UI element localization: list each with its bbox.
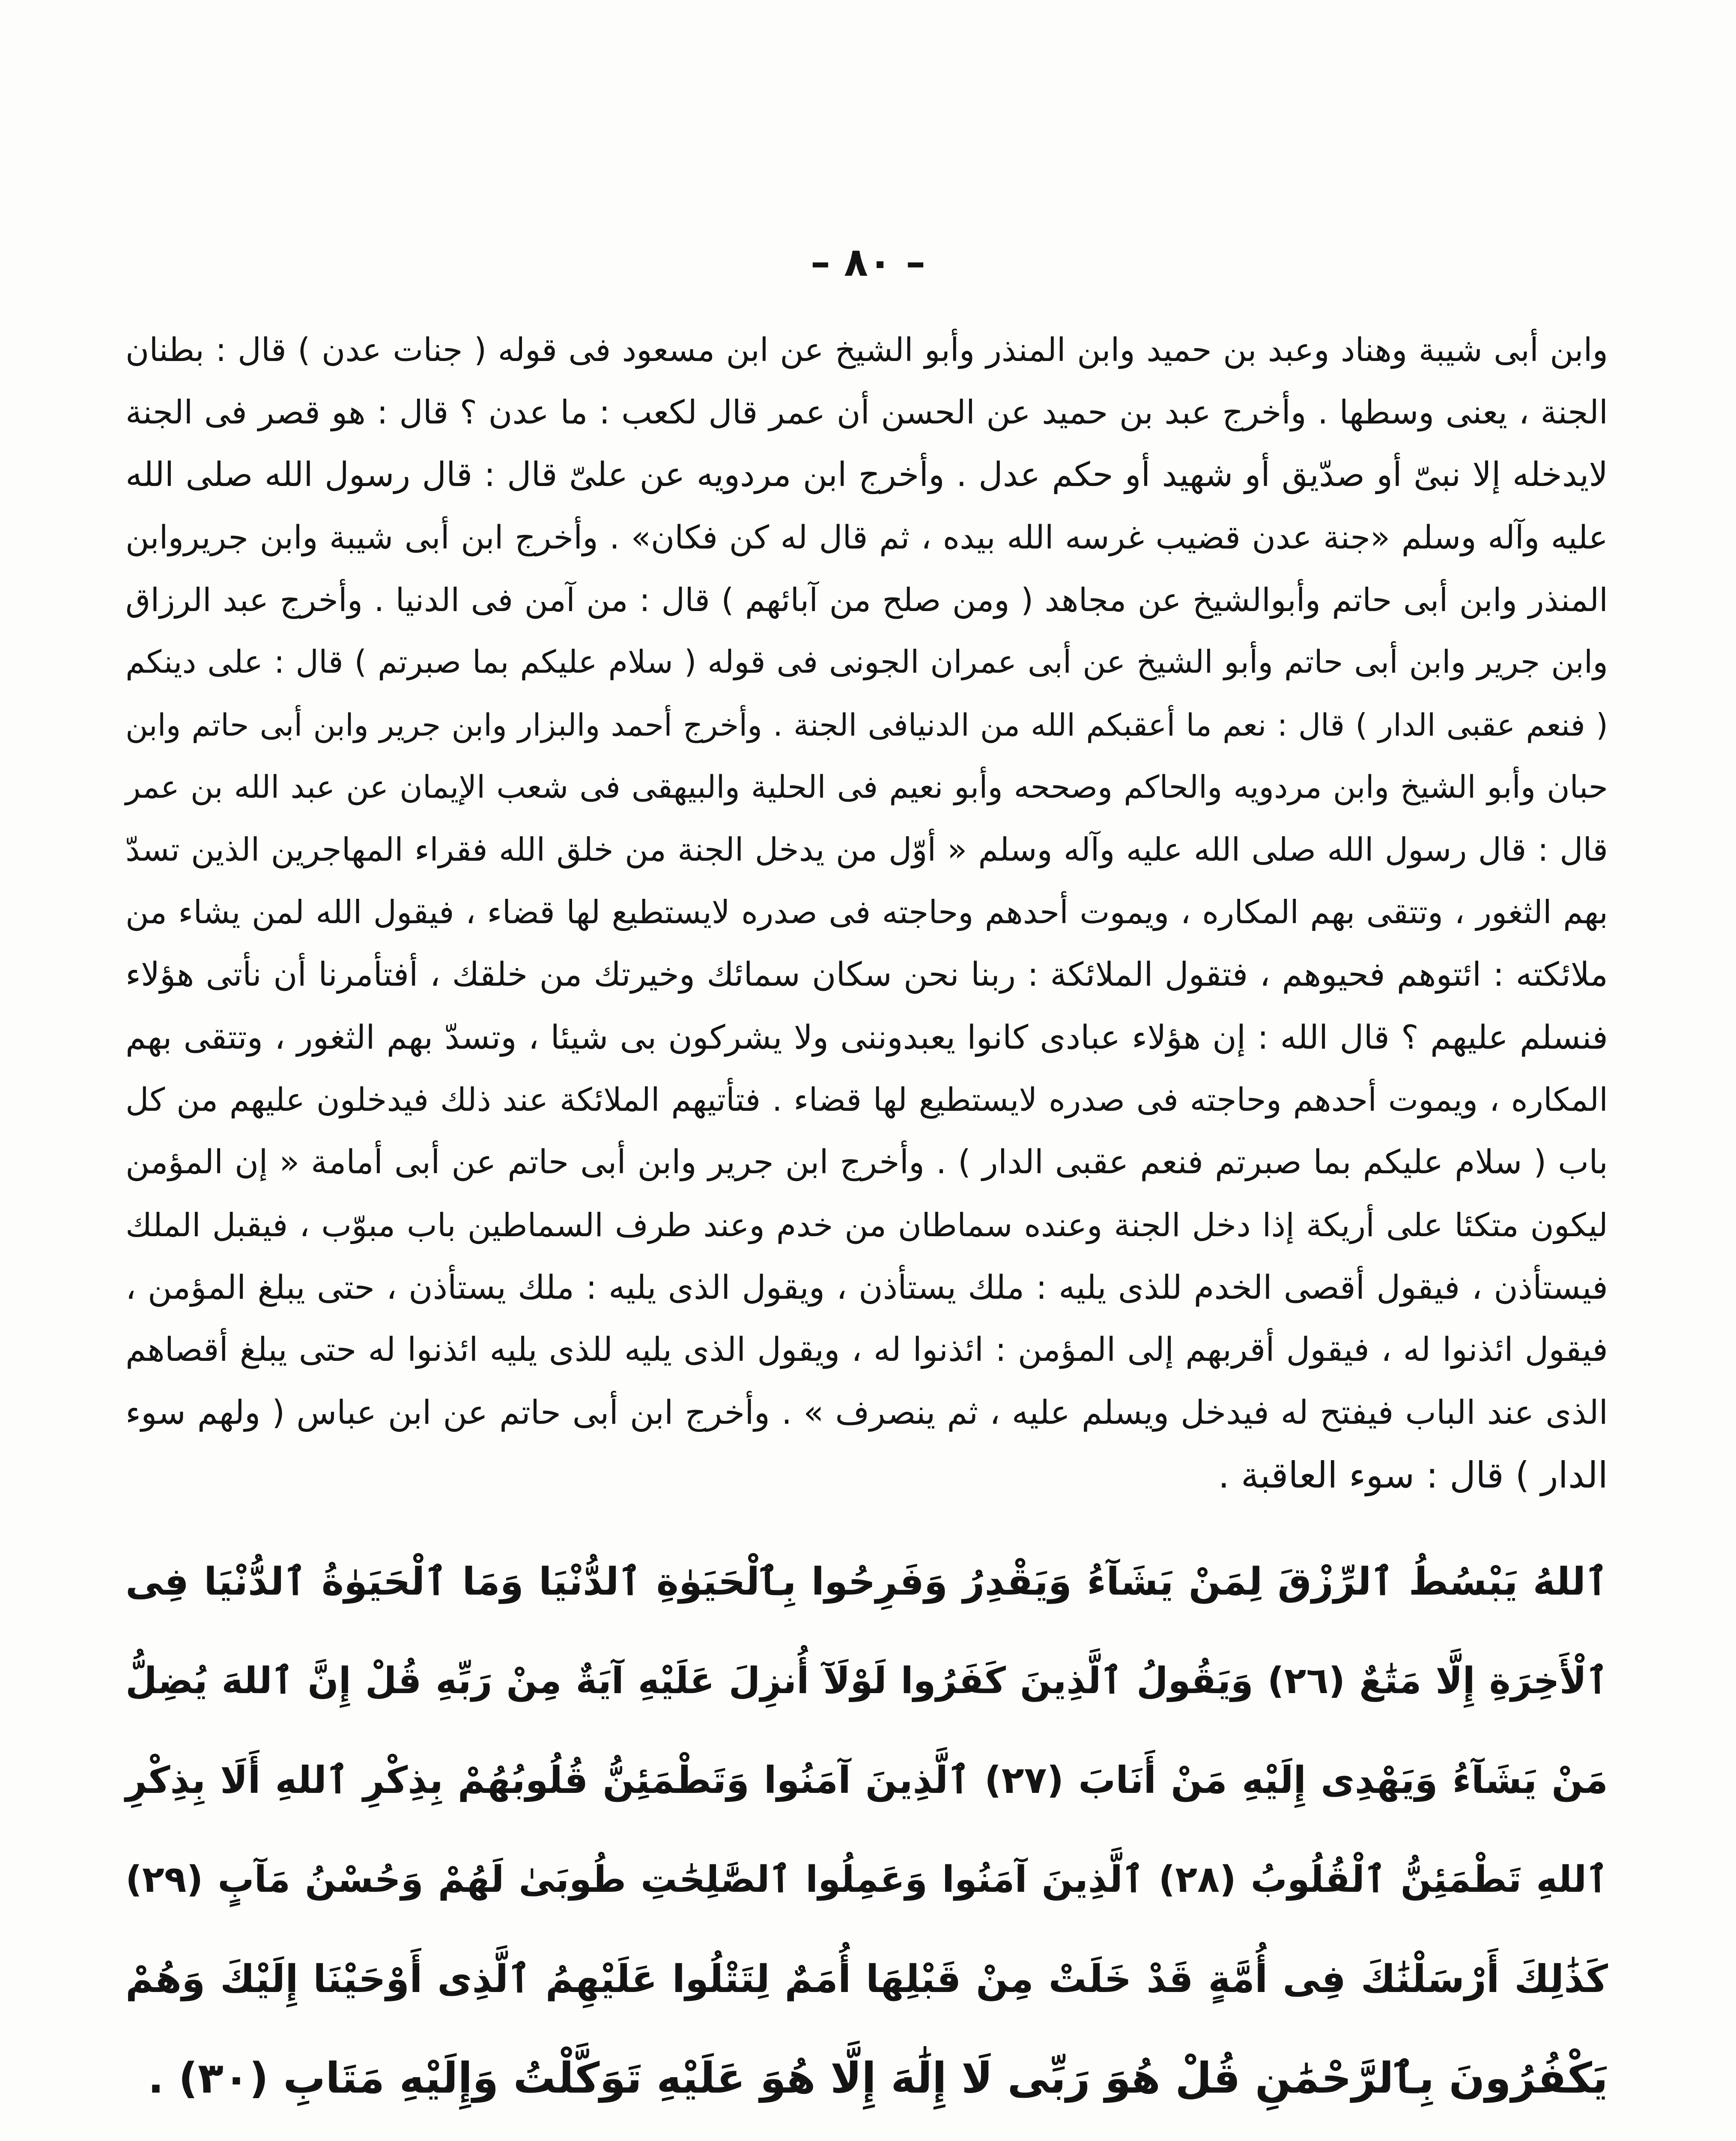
commentary-line: المنذر وابن أبى حاتم وأبوالشيخ عن مجاهد ( ومن صلح من آبائهم ) قال : من آمن فى الدنيا . وأخرج عبد الرزاق (125, 581, 1608, 619)
commentary-line: عليه وآله وسلم «جنة عدن قضيب غرسه الله بيده ، ثم قال له كن فكان» . وأخرج ابن أبى شيبة وابن جريروابن (125, 519, 1608, 556)
commentary-line: الجنة ، يعنى وسطها . وأخرج عبد بن حميد عن الحسن أن عمر قال لكعب : ما عدن ؟ قال : هو قصر فى الجنة (125, 393, 1608, 431)
quran-verses-block (125, 1532, 1608, 2128)
commentary-line: فنسلم عليهم ؟ قال الله : إن هؤلاء عبادى كانوا يعبدوننى ولا يشركون بى شيئا ، وتسدّ بهم الثغور ، وتتقى بهم (125, 1018, 1608, 1057)
commentary-line: بهم الثغور ، وتتقى بهم المكاره ، ويموت أحدهم وحاجته فى صدره لايستطيع لها قضاء ، فيقول الله لمن يشاء من (125, 894, 1608, 931)
commentary-line: قال : قال رسول الله صلى الله عليه وآله وسلم « أوّل من يدخل الجنة من خلق الله فقراء المهاجرين الذين تسدّ (125, 831, 1608, 868)
commentary-line: ليكون متكئا على أريكة إذا دخل الجنة وعنده سماطان من خدم وعند طرف السماطين باب مبوّب ، فيقبل الملك (125, 1206, 1608, 1244)
quran-verse-line: يَكْفُرُونَ بِٱلرَّحْمَٰنِ قُلْ هُوَ رَبِّى لَا إِلَٰهَ إِلَّا هُوَ عَلَيْهِ تَوَكَّلْتُ وَإِلَيْهِ مَتَابِ (٣٠) . (148, 2054, 1608, 2103)
commentary-line: ( فنعم عقبى الدار ) قال : نعم ما أعقبكم الله من الدنيافى الجنة . وأخرج أحمد والبزار وابن جرير وابن أبى حاتم وابن (125, 707, 1608, 743)
commentary-line: حبان وأبو الشيخ وابن مردويه والحاكم وصححه وأبو نعيم فى الحلية والبيهقى فى شعب الإيمان عن عبد الله بن عمر (125, 769, 1608, 805)
commentary-line: وابن جرير وابن أبى حاتم وأبو الشيخ عن أبى عمران الجونى فى قوله ( سلام عليكم بما صبرتم ) قال : على دينكم (125, 644, 1608, 680)
commentary-line: فيقول ائذنوا له ، فيقول أقربهم إلى المؤمن : ائذنوا له ، ويقول الذى يليه للذى يليه ائذنوا له حتى يبلغ أقصاهم (125, 1331, 1608, 1369)
commentary-line: الدار ) قال : سوء العاقبة . (1218, 1454, 1608, 1496)
commentary-line: وابن أبى شيبة وهناد وعبد بن حميد وابن المنذر وأبو الشيخ عن ابن مسعود فى قوله ( جنات عدن ) قال : بطنان (125, 331, 1608, 369)
commentary-line: فيستأذن ، فيقول أقصى الخدم للذى يليه : ملك يستأذن ، ويقول الذى يليه : ملك يستأذن ، حتى يبلغ المؤمن ، (125, 1268, 1608, 1307)
page-number: – ٨٠ – (810, 239, 926, 285)
quran-verse-line: ٱللهِ تَطْمَئِنُّ ٱلْقُلُوبُ (٢٨) ٱلَّذِينَ آمَنُوا وَعَمِلُوا ٱلصَّٰلِحَٰتِ طُوبَىٰ لَهُمْ وَحُسْنُ مَآبٍ (٢٩) (125, 1858, 1608, 1901)
commentary-line: ملائكته : ائتوهم فحيوهم ، فتقول الملائكة : ربنا نحن سكان سمائك وخيرتك من خلقك ، أفتأمرنا أن نأتى هؤلاء (125, 956, 1608, 994)
quran-verse-line: ٱلْأَخِرَةِ إِلَّا مَتَٰعٌ (٢٦) وَيَقُولُ ٱلَّذِينَ كَفَرُوا لَوْلَآ أُنزِلَ عَلَيْهِ آيَةٌ مِنْ رَبِّهِ قُلْ إِنَّ ٱللهَ يُضِلُّ (125, 1660, 1608, 1702)
quran-verse-line: ٱللهُ يَبْسُطُ ٱلرِّزْقَ لِمَنْ يَشَآءُ وَيَقْدِرُ وَفَرِحُوا بِٱلْحَيَوٰةِ ٱلدُّنْيَا وَمَا ٱلْحَيَوٰةُ ٱلدُّنْيَا فِى (125, 1560, 1608, 1604)
commentary-line: لايدخله إلا نبىّ أو صدّيق أو شهيد أو حكم عدل . وأخرج ابن مردويه عن علىّ قال : قال رسول الله صلى الله (125, 456, 1608, 494)
commentary-line: الذى عند الباب فيفتح له فيدخل ويسلم عليه ، ثم ينصرف » . وأخرج ابن أبى حاتم عن ابن عباس ( ولهم سوء (125, 1393, 1608, 1432)
quran-verse-line: مَنْ يَشَآءُ وَيَهْدِى إِلَيْهِ مَنْ أَنَابَ (٢٧) ٱلَّذِينَ آمَنُوا وَتَطْمَئِنُّ قُلُوبُهُمْ بِذِكْرِ ٱللهِ أَلَا بِذِكْرِ (125, 1759, 1608, 1802)
commentary-line: باب ( سلام عليكم بما صبرتم فنعم عقبى الدار ) . وأخرج ابن جرير وابن أبى حاتم عن أبى أمامة « إن المؤمن (125, 1143, 1608, 1181)
quran-verse-line: كَذَٰلِكَ أَرْسَلْنَٰكَ فِى أُمَّةٍ قَدْ خَلَتْ مِنْ قَبْلِهَا أُمَمٌ لِتَتْلُوا عَلَيْهِمُ ٱلَّذِى أَوْحَيْنَا إِلَيْكَ وَهُمْ (125, 1957, 1608, 2001)
commentary-block (125, 319, 1608, 1506)
commentary-line: المكاره ، ويموت أحدهم وحاجته فى صدره لايستطيع لها قضاء . فتأتيهم الملائكة عند ذلك فيدخلون عليهم من كل (125, 1081, 1608, 1118)
